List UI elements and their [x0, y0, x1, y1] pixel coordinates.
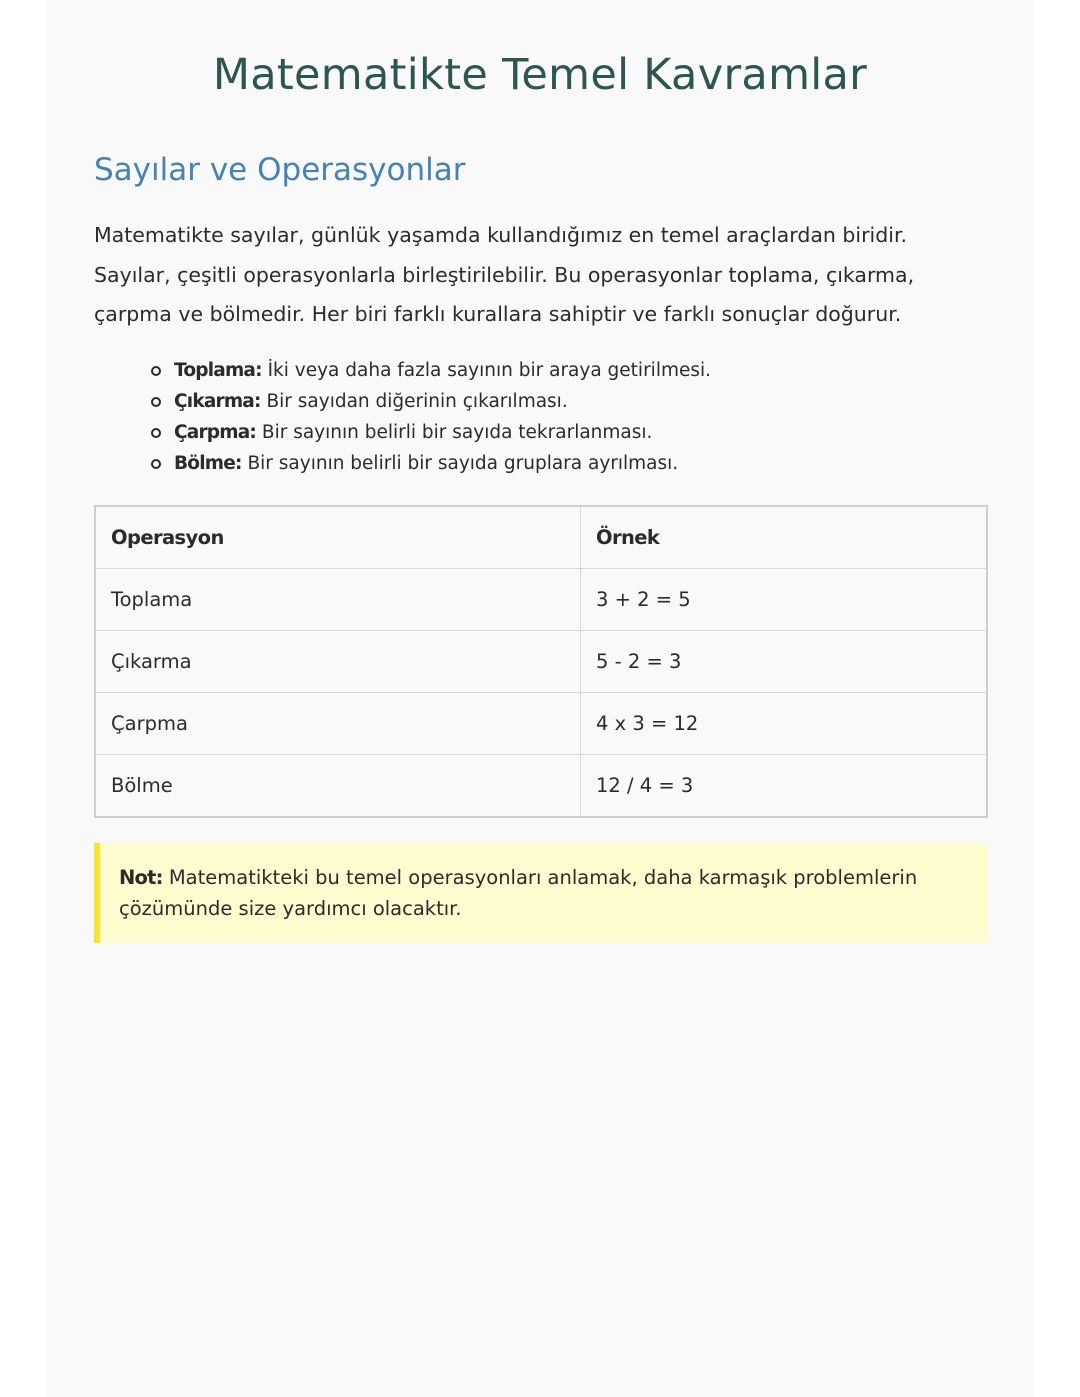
note-label: Not:	[119, 866, 163, 889]
list-item-description: İki veya daha fazla sayının bir araya getirilmesi.	[261, 360, 712, 381]
circle-bullet-icon	[151, 428, 161, 438]
list-item-term: Çıkarma:	[174, 391, 261, 412]
table-row	[95, 755, 987, 818]
table-row	[95, 569, 987, 631]
table-cell-operation: Bölme	[95, 755, 581, 818]
list-item-description: Bir sayının belirli bir sayıda gruplara ayrılması.	[241, 453, 679, 474]
table-cell-example: 3 + 2 = 5	[581, 569, 988, 631]
section-heading: Sayılar ve Operasyonlar	[94, 152, 466, 188]
list-item-description: Bir sayının belirli bir sayıda tekrarlanması.	[256, 422, 653, 443]
table-header-operation: Operasyon	[95, 506, 581, 569]
table-row	[95, 631, 987, 693]
page-title: Matematikte Temel Kavramlar	[212, 50, 868, 100]
table-header-example: Örnek	[581, 506, 988, 569]
table-cell-example: 12 / 4 = 3	[581, 755, 988, 818]
list-item-description: Bir sayıdan diğerinin çıkarılması.	[260, 391, 568, 412]
table-header-row	[95, 506, 987, 569]
intro-paragraph: Matematikte sayılar, günlük yaşamda kullandığımız en temel araçlardan biridir. Sayılar, çeşitli operasyonlarla birleştirilebilir. Bu operasyonlar toplama, çıkarma, çarpma ve bölmedir. Her biri farklı kurallara sahiptir ve farklı sonuçlar doğurur.	[94, 223, 915, 326]
list-item	[94, 448, 988, 479]
circle-bullet-icon	[151, 366, 161, 376]
list-item-term: Çarpma:	[174, 422, 256, 443]
list-item-term: Bölme:	[174, 453, 242, 474]
table-row	[95, 693, 987, 755]
circle-bullet-icon	[151, 459, 161, 469]
table-cell-operation: Toplama	[95, 569, 581, 631]
operations-list	[94, 355, 988, 479]
note-text: Matematikteki bu temel operasyonları anlamak, daha karmaşık problemlerin çözümünde size yardımcı olacaktır.	[119, 866, 918, 920]
list-item	[94, 386, 988, 417]
list-item	[94, 355, 988, 386]
table-cell-example: 4 x 3 = 12	[581, 693, 988, 755]
table-cell-operation: Çarpma	[95, 693, 581, 755]
circle-bullet-icon	[151, 397, 161, 407]
table-cell-example: 5 - 2 = 3	[581, 631, 988, 693]
note-box	[94, 843, 988, 943]
list-item-term: Toplama:	[174, 360, 262, 381]
document-page	[46, 0, 1034, 1397]
operations-table	[94, 505, 988, 818]
list-item	[94, 417, 988, 448]
table-cell-operation: Çıkarma	[95, 631, 581, 693]
